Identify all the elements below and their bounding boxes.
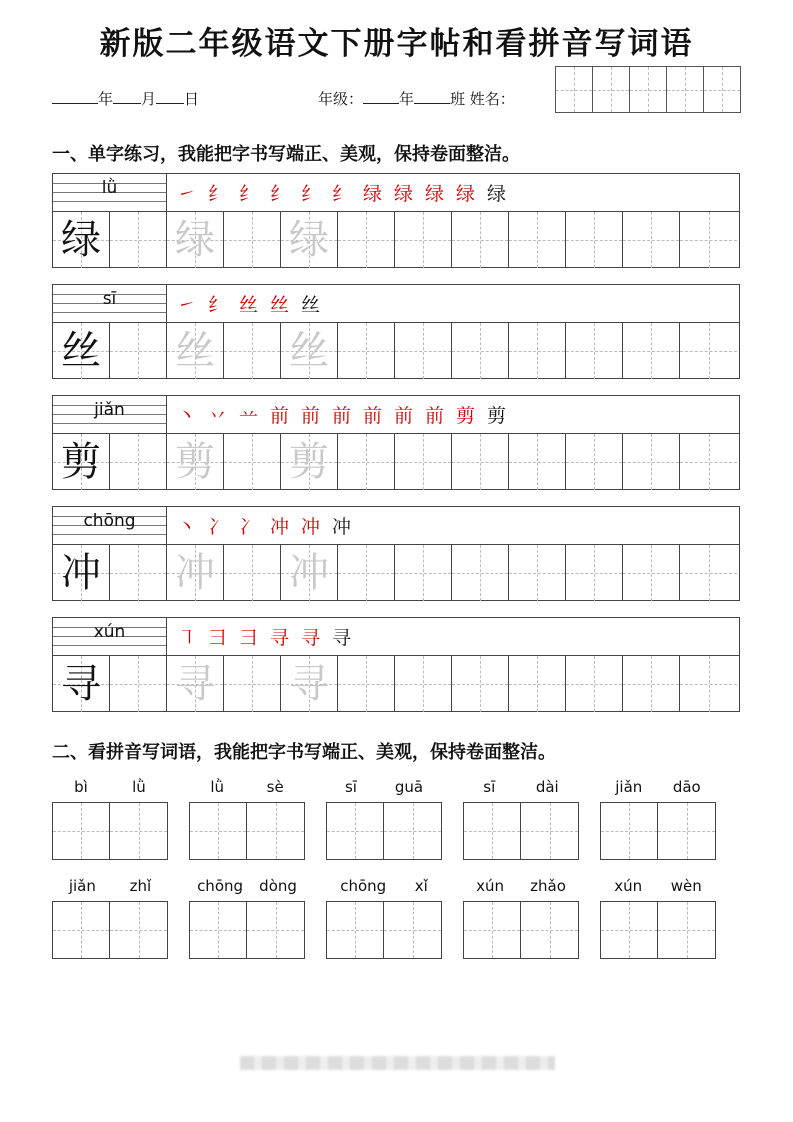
stroke-step: ㇀	[176, 294, 196, 316]
stroke-step: 寻	[331, 627, 351, 649]
model-char-cell	[53, 434, 110, 490]
section1-title: 一、单字练习，我能把字书写端正、美观，保持卷面整洁。	[52, 144, 520, 165]
stroke-step: 前	[300, 405, 320, 427]
word-pinyin: wèn	[670, 877, 702, 895]
practice-cell[interactable]	[623, 656, 680, 712]
practice-cell[interactable]	[509, 212, 566, 268]
class-name-label: 班 姓名：	[450, 90, 515, 108]
stroke-order	[171, 174, 512, 211]
practice-cell[interactable]	[623, 434, 680, 490]
practice-cell[interactable]	[452, 656, 509, 712]
grade-year-label: 年	[399, 90, 415, 108]
stroke-step: 冫	[207, 516, 227, 538]
practice-cell[interactable]	[680, 545, 737, 601]
stroke-step: 剪	[486, 405, 506, 427]
stroke-step: 寻	[300, 627, 320, 649]
char-practice-block	[52, 284, 740, 379]
word-pinyin: chōng	[340, 877, 387, 895]
practice-cell[interactable]	[167, 656, 224, 712]
word-writing-boxes	[189, 802, 305, 860]
stroke-step: 丝	[300, 294, 320, 316]
class-blank[interactable]	[414, 89, 450, 104]
char-pinyin: jiǎn	[94, 400, 125, 420]
practice-cell[interactable]	[110, 545, 167, 601]
practice-cell[interactable]	[509, 545, 566, 601]
word-exercise	[600, 778, 716, 798]
word-exercise	[189, 778, 305, 798]
stroke-order	[171, 285, 326, 322]
word-pinyin: sī	[344, 778, 357, 796]
pinyin-lines	[53, 285, 167, 322]
practice-cell[interactable]	[509, 656, 566, 712]
word-pinyin: guā	[394, 778, 424, 796]
model-char: 剪	[61, 439, 101, 485]
section2-title: 二、看拼音写词语，我能把字书写端正、美观，保持卷面整洁。	[52, 742, 556, 763]
model-char: 寻	[61, 661, 101, 707]
writing-cell[interactable]	[327, 902, 384, 958]
trace-char: 冲	[175, 550, 215, 596]
word-writing-boxes	[463, 802, 579, 860]
writing-grid-row	[53, 433, 739, 490]
word-pinyin: lǜ	[210, 778, 224, 796]
writing-cell[interactable]	[601, 803, 658, 859]
word-pinyin: zhǐ	[129, 877, 152, 895]
writing-cell[interactable]	[521, 902, 578, 958]
trace-char: 绿	[175, 217, 215, 263]
month-label: 月	[141, 90, 157, 108]
writing-cell[interactable]	[247, 902, 304, 958]
practice-cell[interactable]	[566, 323, 623, 379]
stroke-step: 丶	[176, 405, 196, 427]
model-char-cell	[53, 545, 110, 601]
practice-cell[interactable]	[452, 323, 509, 379]
grade-line	[318, 88, 515, 109]
trace-char: 剪	[289, 439, 329, 485]
practice-cell[interactable]	[167, 434, 224, 490]
watermark-bar	[240, 1056, 555, 1070]
stroke-step: 前	[269, 405, 289, 427]
practice-cell[interactable]	[338, 212, 395, 268]
word-pinyin: sè	[266, 778, 284, 796]
stroke-step: 丶	[176, 516, 196, 538]
char-pinyin: lǜ	[101, 178, 118, 198]
trace-char: 寻	[175, 661, 215, 707]
trace-char: 冲	[289, 550, 329, 596]
stroke-step: 丝	[238, 294, 258, 316]
stroke-step: 冲	[331, 516, 351, 538]
trace-char: 丝	[289, 328, 329, 374]
practice-cell[interactable]	[680, 434, 737, 490]
practice-cell[interactable]	[395, 656, 452, 712]
practice-cell[interactable]	[623, 212, 680, 268]
stroke-step: 剪	[455, 405, 475, 427]
stroke-step: 纟	[238, 183, 258, 205]
stroke-step: 䒑	[238, 405, 258, 427]
practice-cell[interactable]	[281, 434, 338, 490]
stroke-step: 冫	[238, 516, 258, 538]
trace-char: 剪	[175, 439, 215, 485]
word-pinyin: dāo	[672, 778, 701, 796]
model-char-cell	[53, 656, 110, 712]
writing-grid-row	[53, 211, 739, 268]
pinyin-lines	[53, 174, 167, 211]
practice-cell[interactable]	[110, 656, 167, 712]
writing-cell[interactable]	[384, 803, 441, 859]
char-pinyin: sī	[102, 289, 117, 309]
year-blank[interactable]	[52, 89, 98, 104]
day-blank[interactable]	[156, 89, 184, 104]
stroke-step: ㇕	[176, 627, 196, 649]
practice-cell[interactable]	[110, 212, 167, 268]
stroke-order	[171, 507, 357, 544]
word-pinyin: zhǎo	[530, 877, 566, 895]
pinyin-lines	[53, 396, 167, 433]
writing-cell[interactable]	[190, 803, 247, 859]
stroke-step: 冲	[300, 516, 320, 538]
writing-grid-row	[53, 544, 739, 601]
char-practice-block	[52, 395, 740, 490]
writing-cell[interactable]	[53, 803, 110, 859]
practice-cell[interactable]	[566, 545, 623, 601]
word-writing-boxes	[463, 901, 579, 959]
practice-cell[interactable]	[281, 323, 338, 379]
pinyin-lines	[53, 618, 167, 655]
practice-cell[interactable]	[566, 656, 623, 712]
stroke-step: 前	[424, 405, 444, 427]
writing-cell[interactable]	[521, 803, 578, 859]
practice-cell[interactable]	[338, 434, 395, 490]
practice-cell[interactable]	[680, 212, 737, 268]
model-char-cell	[53, 323, 110, 379]
stroke-step: 纟	[207, 183, 227, 205]
page-title: 新版二年级语文下册字帖和看拼音写词语	[99, 26, 694, 62]
practice-cell[interactable]	[338, 545, 395, 601]
day-label: 日	[184, 90, 200, 108]
practice-cell[interactable]	[566, 434, 623, 490]
char-practice-block	[52, 506, 740, 601]
stroke-step: 前	[393, 405, 413, 427]
writing-cell[interactable]	[247, 803, 304, 859]
practice-cell[interactable]	[338, 656, 395, 712]
writing-cell[interactable]	[601, 902, 658, 958]
word-writing-boxes	[52, 901, 168, 959]
stroke-step: 冲	[269, 516, 289, 538]
model-char: 绿	[61, 217, 101, 263]
word-exercise	[600, 877, 716, 897]
practice-cell[interactable]	[452, 434, 509, 490]
word-exercise	[326, 778, 442, 798]
stroke-order	[171, 396, 512, 433]
writing-cell[interactable]	[384, 902, 441, 958]
stroke-step: 丷	[207, 405, 227, 427]
stroke-step: 纟	[331, 183, 351, 205]
practice-cell[interactable]	[395, 545, 452, 601]
practice-cell[interactable]	[452, 545, 509, 601]
date-line	[52, 88, 199, 109]
char-pinyin: xún	[93, 622, 126, 642]
stroke-step: 绿	[393, 183, 413, 205]
char-pinyin: chōng	[83, 511, 136, 531]
month-blank[interactable]	[113, 89, 141, 104]
practice-cell[interactable]	[452, 212, 509, 268]
practice-cell[interactable]	[623, 545, 680, 601]
word-pinyin: lǜ	[132, 778, 146, 796]
word-pinyin: chōng	[197, 877, 244, 895]
practice-cell[interactable]	[281, 656, 338, 712]
stroke-step: 纟	[269, 183, 289, 205]
word-pinyin: dài	[535, 778, 559, 796]
practice-cell[interactable]	[623, 323, 680, 379]
writing-grid-row	[53, 655, 739, 712]
model-char: 丝	[61, 328, 101, 374]
practice-cell[interactable]	[395, 212, 452, 268]
word-pinyin: sī	[483, 778, 496, 796]
word-pinyin: jiǎn	[615, 778, 643, 796]
writing-cell[interactable]	[53, 902, 110, 958]
stroke-step: 绿	[455, 183, 475, 205]
word-pinyin: bì	[74, 778, 88, 796]
practice-cell[interactable]	[224, 545, 281, 601]
word-writing-boxes	[52, 802, 168, 860]
practice-cell[interactable]	[224, 434, 281, 490]
trace-char: 寻	[289, 661, 329, 707]
grade-blank[interactable]	[363, 89, 399, 104]
practice-cell[interactable]	[281, 545, 338, 601]
model-char-cell	[53, 212, 110, 268]
word-pinyin: xún	[476, 877, 504, 895]
writing-cell[interactable]	[110, 902, 167, 958]
writing-cell[interactable]	[110, 803, 167, 859]
trace-char: 绿	[289, 217, 329, 263]
stroke-step: 前	[362, 405, 382, 427]
word-writing-boxes	[326, 901, 442, 959]
stroke-step: ㇀	[176, 183, 196, 205]
stroke-step: 纟	[300, 183, 320, 205]
stroke-step: 寻	[269, 627, 289, 649]
word-exercise	[189, 877, 305, 897]
practice-cell[interactable]	[395, 434, 452, 490]
stroke-step: 丝	[269, 294, 289, 316]
writing-cell[interactable]	[464, 803, 521, 859]
practice-cell[interactable]	[680, 323, 737, 379]
word-exercise	[52, 877, 168, 897]
word-writing-boxes	[600, 901, 716, 959]
practice-cell[interactable]	[167, 545, 224, 601]
practice-cell[interactable]	[224, 323, 281, 379]
word-pinyin: xún	[614, 877, 643, 895]
writing-cell[interactable]	[327, 803, 384, 859]
writing-cell[interactable]	[658, 803, 715, 859]
word-exercise	[463, 877, 579, 897]
word-exercise	[326, 877, 442, 897]
stroke-step: 绿	[362, 183, 382, 205]
year-label: 年	[98, 90, 114, 108]
practice-cell[interactable]	[509, 434, 566, 490]
trace-char: 丝	[175, 328, 215, 374]
practice-cell[interactable]	[110, 323, 167, 379]
practice-cell[interactable]	[167, 212, 224, 268]
writing-grid-row	[53, 322, 739, 379]
writing-cell[interactable]	[658, 902, 715, 958]
practice-cell[interactable]	[566, 212, 623, 268]
writing-cell[interactable]	[190, 902, 247, 958]
practice-cell[interactable]	[338, 323, 395, 379]
writing-cell[interactable]	[464, 902, 521, 958]
word-pinyin: xǐ	[414, 877, 428, 895]
stroke-step: 绿	[486, 183, 506, 205]
word-writing-boxes	[600, 802, 716, 860]
char-practice-block	[52, 617, 740, 712]
word-exercise	[52, 778, 168, 798]
stroke-step: 彐	[238, 627, 258, 649]
grade-label: 年级：	[318, 90, 364, 108]
name-writing-grid[interactable]	[555, 66, 741, 113]
stroke-step: 纟	[207, 294, 227, 316]
practice-cell[interactable]	[281, 212, 338, 268]
practice-cell[interactable]	[680, 656, 737, 712]
stroke-order	[171, 618, 357, 655]
word-pinyin: dòng	[259, 877, 297, 895]
stroke-step: 彐	[207, 627, 227, 649]
word-writing-boxes	[326, 802, 442, 860]
char-practice-block	[52, 173, 740, 268]
practice-cell[interactable]	[110, 434, 167, 490]
word-pinyin: jiǎn	[68, 877, 96, 895]
practice-cell[interactable]	[509, 323, 566, 379]
model-char: 冲	[61, 550, 101, 596]
practice-cell[interactable]	[395, 323, 452, 379]
practice-cell[interactable]	[224, 656, 281, 712]
pinyin-lines	[53, 507, 167, 544]
word-exercise	[463, 778, 579, 798]
stroke-step: 前	[331, 405, 351, 427]
word-writing-boxes	[189, 901, 305, 959]
practice-cell[interactable]	[167, 323, 224, 379]
stroke-step: 绿	[424, 183, 444, 205]
practice-cell[interactable]	[224, 212, 281, 268]
